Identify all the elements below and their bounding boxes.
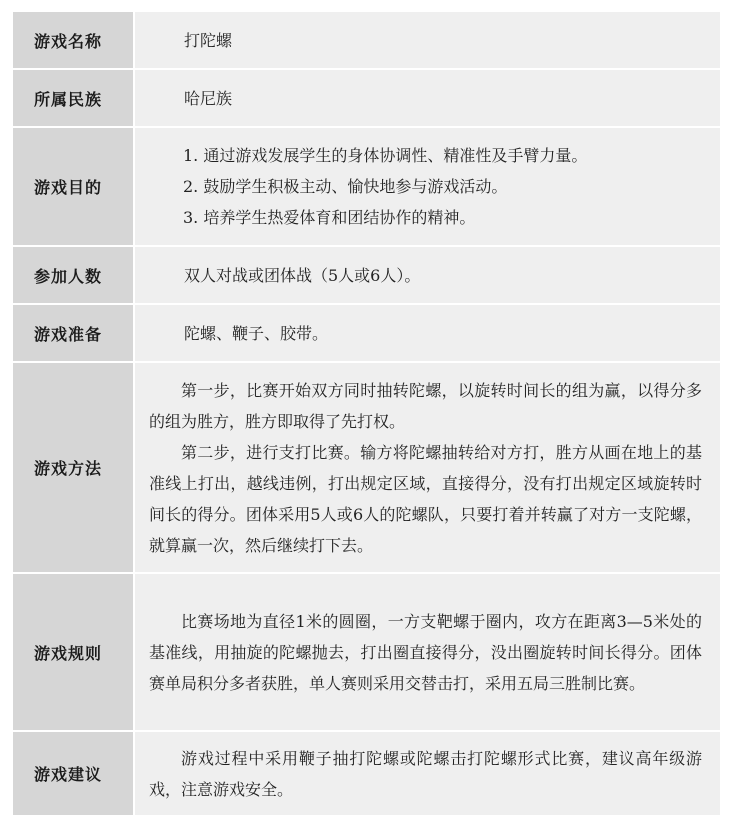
game-info-table [13,12,720,815]
method-paragraph: 第二步，进行支打比赛。输方将陀螺抽转给对方打，胜方从画在地上的基准线上打出，越线违例，打出规定区域，直接得分，没有打出规定区域旋转时间长的得分。团体采用5人或6人的陀螺队，只要打着并转赢了对方一支陀螺，就算赢一次，然后继续打下去。 [149,442,702,555]
row-content [135,12,720,68]
row-content [135,305,720,361]
row-content [135,732,720,815]
row-game-method [13,363,720,572]
row-content [135,363,720,572]
row-label: 游戏建议 [13,732,133,815]
row-label: 游戏规则 [13,574,133,730]
row-content [135,70,720,126]
row-content [135,128,720,245]
row-label: 参加人数 [13,247,133,303]
row-content [135,574,720,730]
purpose-item: 2. 鼓励学生积极主动、愉快地参与游戏活动。 [183,177,508,196]
suggestion-paragraph: 游戏过程中采用鞭子抽打陀螺或陀螺击打陀螺形式比赛，建议高年级游戏，注意游戏安全。 [149,748,702,799]
row-label: 所属民族 [13,70,133,126]
method-paragraph: 第一步，比赛开始双方同时抽转陀螺，以旋转时间长的组为赢，以得分多的组为胜方，胜方即取得了先打权。 [149,380,702,431]
row-preparation [13,305,720,361]
row-ethnic-group [13,70,720,126]
row-game-rules [13,574,720,730]
row-label: 游戏目的 [13,128,133,245]
row-game-suggestion [13,732,720,815]
row-participants [13,247,720,303]
row-label: 游戏名称 [13,12,133,68]
purpose-item: 3. 培养学生热爱体育和团结协作的精神。 [183,208,476,227]
row-game-name [13,12,720,68]
purpose-item: 1. 通过游戏发展学生的身体协调性、精准性及手臂力量。 [183,146,588,165]
row-content [135,247,720,303]
preparation-value: 陀螺、鞭子、胶带。 [184,323,329,343]
rules-paragraph: 比赛场地为直径1米的圆圈，一方支靶螺于圈内，攻方在距离3—5米处的基准线，用抽旋的陀螺抛去，打出圈直接得分，没出圈旋转时间长得分。团体赛单局积分多者获胜，单人赛则采用交替击打，采用五局三胜制比赛。 [149,611,702,693]
participants-value: 双人对战或团体战（5人或6人）。 [184,265,421,285]
ethnic-group-value: 哈尼族 [184,88,233,108]
row-label: 游戏准备 [13,305,133,361]
game-name-value: 打陀螺 [184,30,233,50]
row-label: 游戏方法 [13,363,133,572]
row-game-purpose [13,128,720,245]
